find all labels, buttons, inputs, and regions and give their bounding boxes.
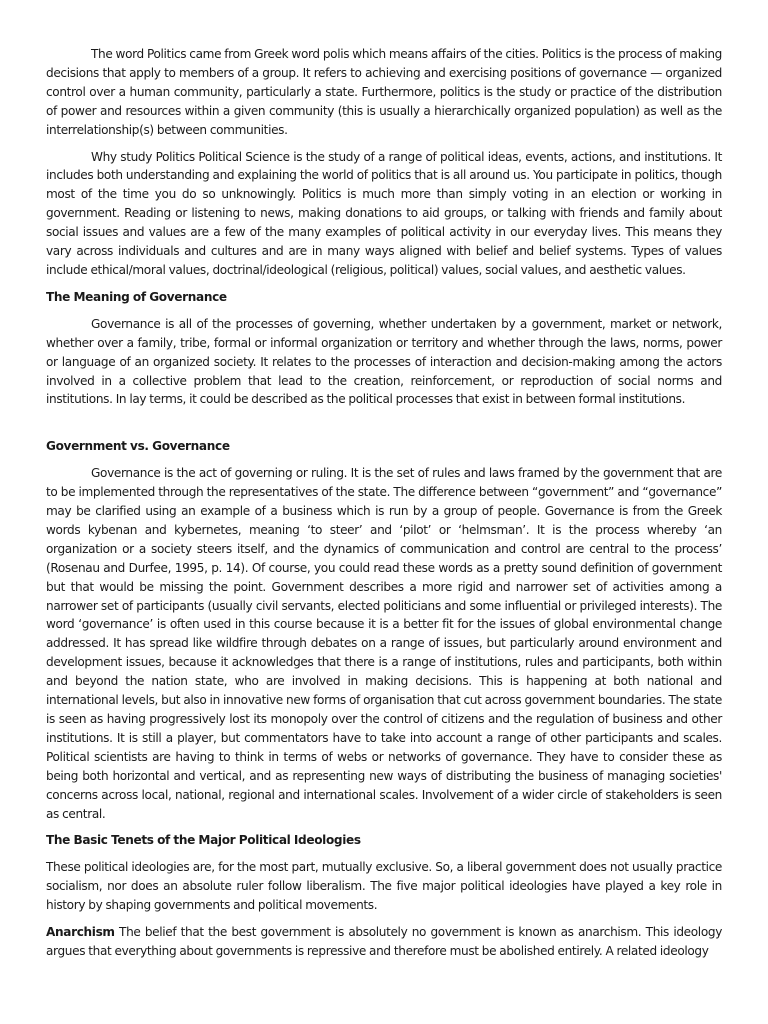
tenets-paragraph: These political ideologies are, for the most part, mutually exclusive. So, a liberal government does not usually practice socialism, nor does an absolute ruler follow liberalism. The five major political ideologies have played a key role in history by shaping governments and political movements. — [46, 860, 722, 913]
anarchism-term: Anarchism — [46, 925, 115, 940]
anarchism-text: The belief that the best government is absolutely no government is known as anarchism. This ideology argues that everything about governments is repressive and therefore must be abolished entirely. A related ideology — [46, 925, 722, 958]
heading-basic-tenets: The Basic Tenets of the Major Political Ideologies — [46, 833, 361, 848]
document-page — [46, 45, 722, 969]
governance-paragraph: Governance is all of the processes of governing, whether undertaken by a government, market or network, whether over a family, tribe, formal or informal organization or territory and whether through the laws, norms, power or language of an organized society. It relates to the processes of interaction and decision-making among the actors involved in a collective problem that lead to the creation, reinforcement, or reproduction of social norms and institutions. In lay terms, it could be described as the political processes that exist in between formal institutions. — [46, 316, 722, 407]
government-vs-governance-paragraph: Governance is the act of governing or ruling. It is the set of rules and laws framed by the government that are to be implemented through the representatives of the state. The difference between “government” and “governance” may be clarified using an example of a business which is run by a group of people. Governance is from the Greek words kybenan and kybernetes, meaning ‘to steer’ and ‘pilot’ or ‘helmsman’. It is the process whereby ‘an organization or a society steers itself, and the dynamics of communication and control are central to the process’ (Rosenau and Durfee, 1995, p. 14). Of course, you could read these words as a pretty sound definition of government but that would be missing the point. Government describes a more rigid and narrower set of activities among a narrower set of participants (usually civil servants, elected politicians and some influential or privileged interests). The word ‘governance’ is often used in this course because it is a better fit for the issues of global environmental change addressed. It has spread like wildfire through debates on a range of issues, but particularly around environment and development issues, because it acknowledges that there is a range of institutions, rules and participants, both within and beyond the nation state, who are involved in making decisions. This is happening at both national and international levels, but also in innovative new forms of organisation that cut across government boundaries. The state is seen as having progressively lost its monopoly over the control of citizens and the regulation of business and other institutions. It is still a player, but commentators have to take into account a range of other participants and scales. Political scientists are having to think in terms of webs or networks of governance. They have to consider these as being both horizontal and vertical, and as representing new ways of distributing the business of managing societies' concerns across local, national, regional and international scales. Involvement of a wider circle of stakeholders is seen as central. — [46, 466, 722, 821]
intro-paragraph-1: The word Politics came from Greek word polis which means affairs of the cities. Politics is the process of making decisions that apply to members of a group. It refers to achieving and exercising positions of governance — organized control over a human community, particularly a state. Furthermore, politics is the study or practice of the distribution of power and resources within a given community (this is usually a hierarchically organized population) as well as the interrelationship(s) between communities. — [46, 47, 722, 137]
intro-paragraph-2: Why study Politics Political Science is the study of a range of political ideas, events, actions, and institutions. It includes both understanding and explaining the world of politics that is all around us. You participate in politics, though most of the time you do so unknowingly. Politics is much more than simply voting in an election or working in government. Reading or listening to news, making donations to aid groups, or talking with friends and family about social issues and values are a few of the many examples of political activity in our everyday lives. This means they vary across individuals and cultures and are in many ways aligned with belief and belief systems. Types of values include ethical/moral values, doctrinal/ideological (religious, political) values, social values, and aesthetic values. — [46, 149, 722, 277]
section-spacer — [46, 417, 722, 437]
heading-meaning-of-governance: The Meaning of Governance — [46, 289, 227, 304]
heading-government-vs-governance: Government vs. Governance — [46, 439, 230, 454]
anarchism-paragraph — [46, 923, 722, 961]
